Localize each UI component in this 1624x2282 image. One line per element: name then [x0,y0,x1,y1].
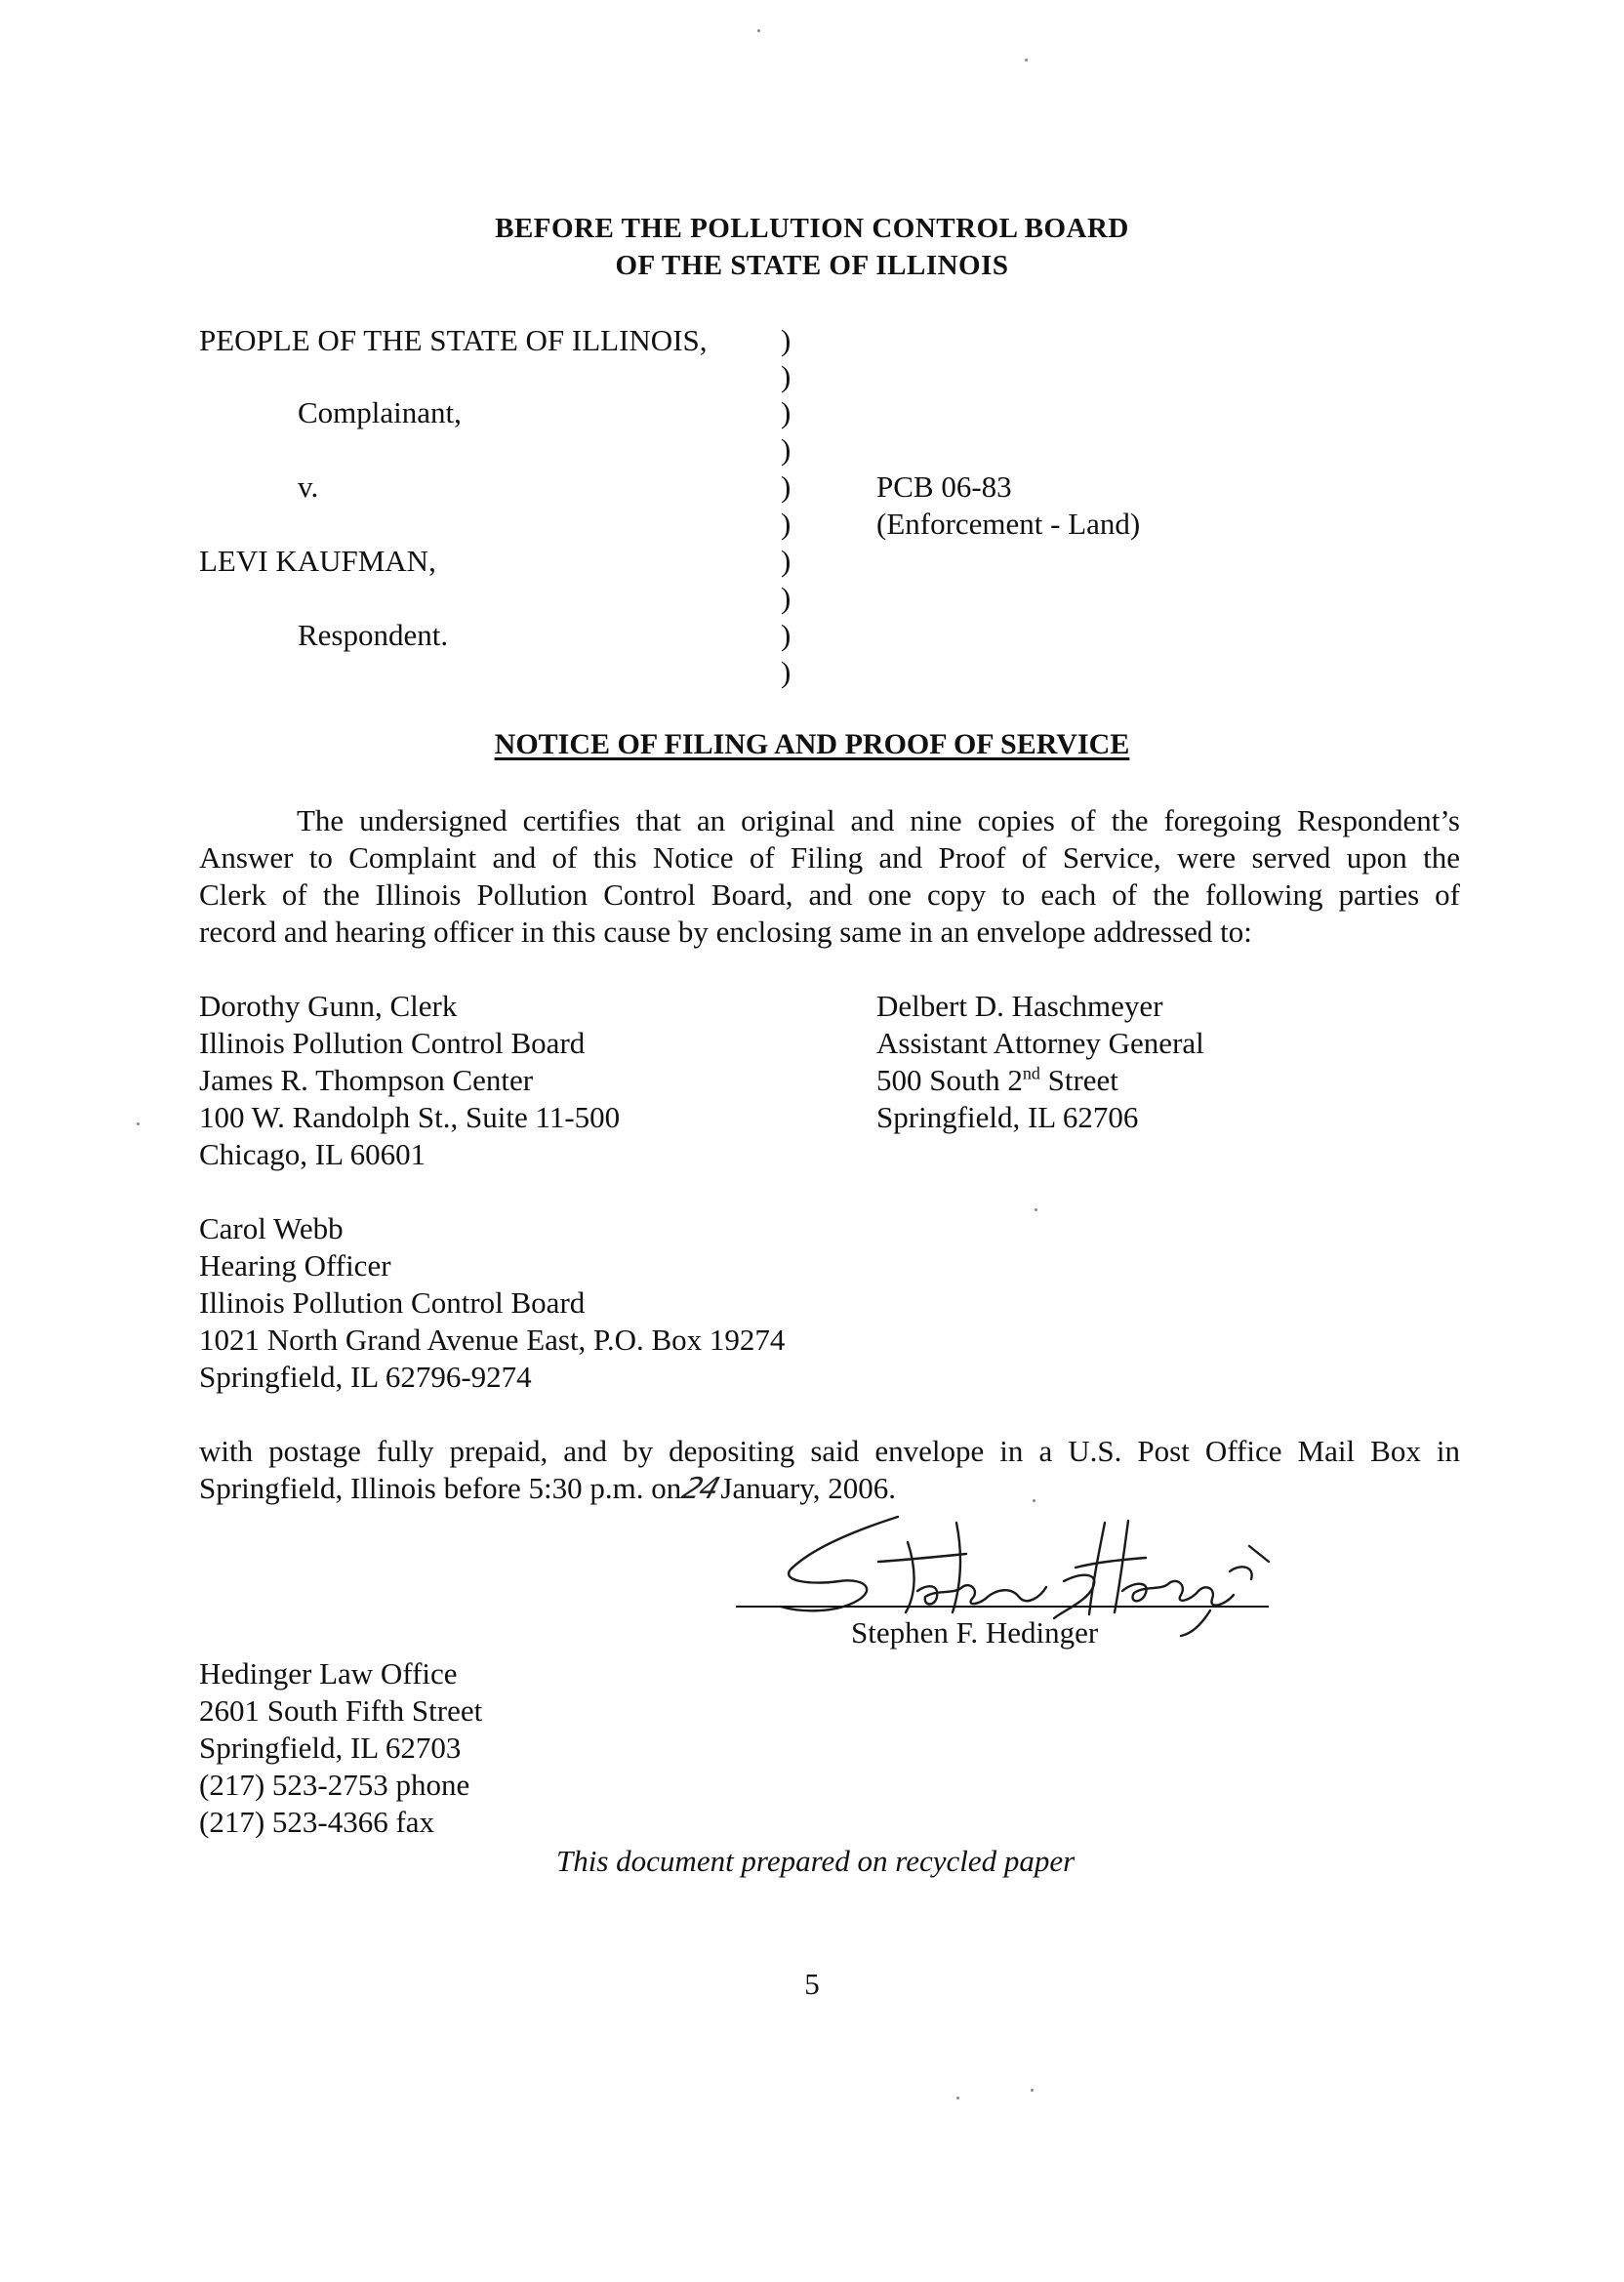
attorney-title: Assistant Attorney General [876,1026,1204,1060]
case-type: (Enforcement - Land) [876,507,1141,541]
law-office-line: (217) 523-4366 fax [199,1805,435,1839]
defendant-name: LEVI KAUFMAN, [199,544,436,578]
caption-paren: ) [781,359,792,393]
board-title-line2: OF THE STATE OF ILLINOIS [615,250,1009,281]
law-office-line: Hedinger Law Office [199,1656,458,1691]
law-office-line: 2601 South Fifth Street [199,1693,483,1728]
scan-speck [1031,2089,1034,2092]
paragraph-line: Clerk of the Illinois Pollution Control Board, and one copy to each of the following parties of [199,877,1460,912]
scan-speck [1035,1208,1037,1211]
defendant-role: Respondent. [298,618,449,652]
page-number: 5 [804,1967,820,2001]
law-office-line: Springfield, IL 62703 [199,1731,462,1765]
address-line: James R. Thompson Center [199,1063,534,1097]
scan-speck [1025,59,1028,61]
address-line: Hearing Officer [199,1248,391,1283]
signature-line [736,1606,1269,1608]
address-line: Dorothy Gunn, Clerk [199,989,458,1023]
law-office-line: (217) 523-2753 phone [199,1768,470,1802]
attorney-city: Springfield, IL 62706 [876,1100,1139,1134]
paragraph-line: Answer to Complaint and of this Notice of Filing and Proof of Service, were served upon the [199,840,1460,875]
street-name: Street [1039,1063,1118,1097]
address-line: Chicago, IL 60601 [199,1137,426,1171]
handwritten-date: 24 [677,1472,723,1506]
caption-paren: ) [781,432,792,467]
caption-paren: ) [781,469,792,504]
scan-speck [956,2097,959,2099]
plaintiff-name: PEOPLE OF THE STATE OF ILLINOIS, [199,323,708,357]
mailing-text: Springfield, Illinois before 5:30 p.m. on [199,1471,682,1505]
scan-speck [757,29,760,32]
recycled-paper-note: This document prepared on recycled paper [556,1844,1076,1878]
street-ordinal: nd [1022,1063,1040,1083]
address-line: 100 W. Randolph St., Suite 11-500 [199,1100,621,1134]
scan-speck [137,1122,140,1125]
paragraph-line: with postage fully prepaid, and by depositing said envelope in a U.S. Post Office Mail Box in [199,1434,1460,1468]
caption-paren: ) [781,618,792,652]
caption-paren: ) [781,323,792,357]
mailing-date: January, 2006. [720,1471,897,1505]
board-title-line1: BEFORE THE POLLUTION CONTROL BOARD [495,213,1129,244]
address-line: Springfield, IL 62796-9274 [199,1360,532,1394]
paragraph-line: The undersigned certifies that an original and nine copies of the foregoing Respondent’s [297,803,1460,837]
attorney-name: Delbert D. Haschmeyer [876,989,1163,1023]
caption-paren: ) [781,581,792,615]
signer-name: Stephen F. Hedinger [851,1615,1099,1650]
plaintiff-role: Complainant, [298,395,462,429]
attorney-street [876,1062,1118,1099]
case-number: PCB 06-83 [876,469,1012,504]
paragraph-line: record and hearing officer in this cause by enclosing same in an envelope addressed to: [199,915,1252,949]
street-number: 500 South 2 [876,1063,1023,1097]
caption-paren: ) [781,655,792,689]
address-line: Illinois Pollution Control Board [199,1026,586,1060]
address-line: Carol Webb [199,1211,344,1245]
scan-speck [1033,1499,1035,1502]
address-line: Illinois Pollution Control Board [199,1285,586,1320]
caption-paren: ) [781,507,792,541]
caption-paren: ) [781,544,792,578]
address-line: 1021 North Grand Avenue East, P.O. Box 19274 [199,1323,786,1357]
notice-heading: NOTICE OF FILING AND PROOF OF SERVICE [494,728,1130,760]
versus-label: v. [298,469,319,504]
caption-paren: ) [781,395,792,429]
